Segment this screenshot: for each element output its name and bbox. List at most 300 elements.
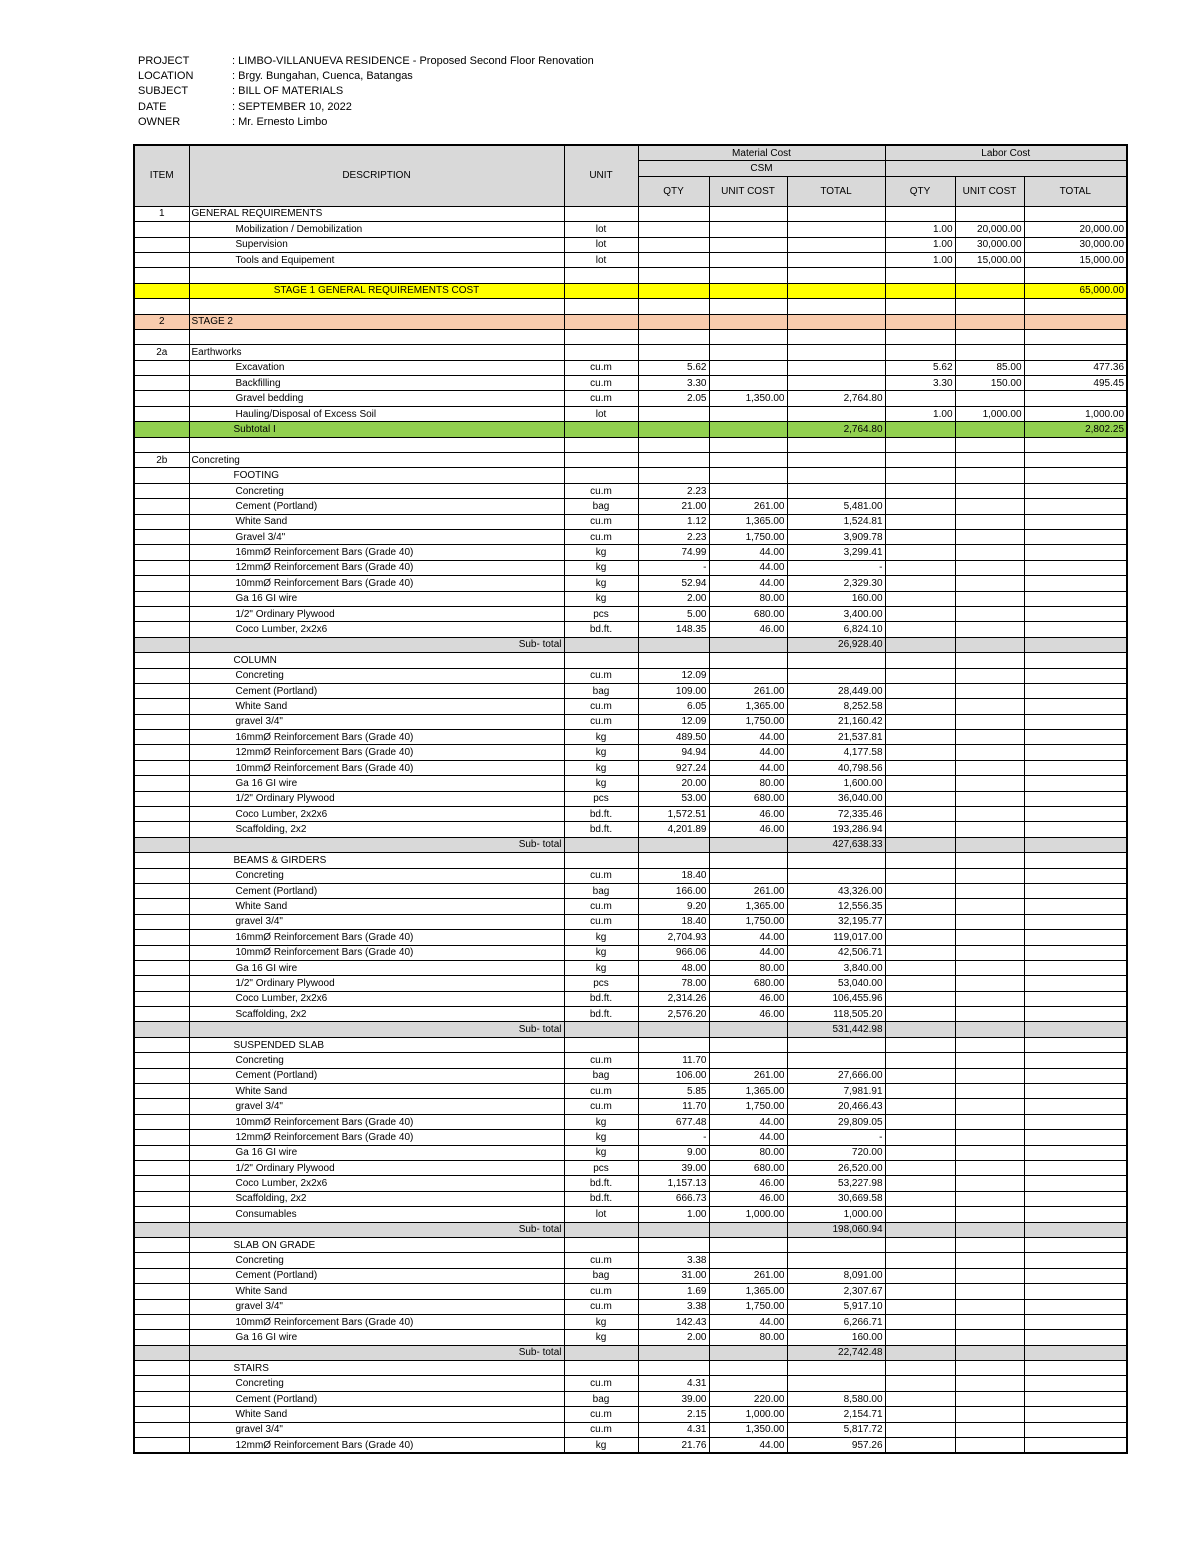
description-cell: Tools and Equipement: [189, 252, 564, 267]
unit-cell: cu.m: [564, 1099, 638, 1114]
material-unit-cost-cell: 80.00: [709, 1330, 787, 1345]
material-unit-cost-cell: [709, 1222, 787, 1237]
material-qty-cell: 166.00: [638, 883, 709, 898]
unit-cell: cu.m: [564, 1376, 638, 1391]
labor-qty-cell: [885, 1438, 955, 1454]
item-cell: [134, 606, 189, 621]
labor-qty-cell: [885, 606, 955, 621]
labor-qty-cell: [885, 683, 955, 698]
material-total-cell: [787, 437, 885, 452]
table-row: [134, 945, 1127, 960]
labor-unit-cost-cell: [955, 1314, 1024, 1329]
table-row: [134, 883, 1127, 898]
description-cell: Supervision: [189, 237, 564, 252]
labor-total-cell: [1024, 853, 1127, 868]
material-unit-cost-cell: [709, 345, 787, 360]
material-unit-cost-cell: [709, 1361, 787, 1376]
labor-unit-cost-cell: [955, 637, 1024, 652]
table-row: [134, 683, 1127, 698]
labor-unit-cost-cell: [955, 314, 1024, 329]
table-row: [134, 1253, 1127, 1268]
unit-cell: [564, 345, 638, 360]
material-total-cell: [787, 345, 885, 360]
material-unit-cost-cell: 44.00: [709, 745, 787, 760]
item-cell: 2a: [134, 345, 189, 360]
material-unit-cost-cell: [709, 360, 787, 375]
labor-total-cell: [1024, 1068, 1127, 1083]
material-total-cell: [787, 483, 885, 498]
table-header: [134, 145, 1127, 206]
item-cell: [134, 268, 189, 283]
description-cell: Sub- total: [189, 1345, 564, 1360]
labor-total-cell: [1024, 1284, 1127, 1299]
labor-total-cell: [1024, 930, 1127, 945]
labor-total-cell: [1024, 883, 1127, 898]
labor-qty-cell: [885, 1053, 955, 1068]
table-row: [134, 837, 1127, 852]
unit-cell: cu.m: [564, 483, 638, 498]
material-total-cell: 957.26: [787, 1438, 885, 1454]
description-cell: 10mmØ Reinforcement Bars (Grade 40): [189, 576, 564, 591]
material-qty-cell: [638, 1361, 709, 1376]
description-cell: Coco Lumber, 2x2x6: [189, 991, 564, 1006]
unit-cell: cu.m: [564, 1253, 638, 1268]
header-label: SUBJECT: [138, 85, 189, 98]
item-cell: [134, 791, 189, 806]
labor-total-cell: [1024, 314, 1127, 329]
labor-total-cell: [1024, 699, 1127, 714]
material-qty-cell: 106.00: [638, 1068, 709, 1083]
labor-qty-cell: [885, 745, 955, 760]
material-total-cell: [787, 376, 885, 391]
unit-cell: kg: [564, 930, 638, 945]
table-row: [134, 637, 1127, 652]
item-cell: [134, 1007, 189, 1022]
material-total-cell: 12,556.35: [787, 899, 885, 914]
labor-qty-cell: [885, 1237, 955, 1252]
description-cell: White Sand: [189, 514, 564, 529]
labor-unit-cost-cell: [955, 1207, 1024, 1222]
labor-total-cell: 495.45: [1024, 376, 1127, 391]
table-row: [134, 807, 1127, 822]
table-row: [134, 1391, 1127, 1406]
material-qty-cell: 74.99: [638, 545, 709, 560]
col-material-qty: QTY: [638, 176, 709, 206]
labor-qty-cell: [885, 1176, 955, 1191]
labor-qty-cell: [885, 345, 955, 360]
table-row: [134, 1376, 1127, 1391]
material-qty-cell: 39.00: [638, 1161, 709, 1176]
unit-cell: cu.m: [564, 360, 638, 375]
labor-total-cell: [1024, 976, 1127, 991]
material-total-cell: 30,669.58: [787, 1191, 885, 1206]
labor-total-cell: [1024, 545, 1127, 560]
labor-total-cell: [1024, 1268, 1127, 1283]
description-cell: SUSPENDED SLAB: [189, 1037, 564, 1052]
table-row: [134, 268, 1127, 283]
material-unit-cost-cell: 1,365.00: [709, 1284, 787, 1299]
header-value: : Brgy. Bungahan, Cuenca, Batangas: [232, 70, 413, 83]
item-cell: [134, 1284, 189, 1299]
labor-unit-cost-cell: [955, 868, 1024, 883]
labor-qty-cell: [885, 1084, 955, 1099]
material-total-cell: 29,809.05: [787, 1114, 885, 1129]
unit-cell: kg: [564, 945, 638, 960]
labor-total-cell: [1024, 1176, 1127, 1191]
description-cell: White Sand: [189, 699, 564, 714]
labor-total-cell: [1024, 1422, 1127, 1437]
labor-qty-cell: [885, 976, 955, 991]
labor-qty-cell: [885, 1037, 955, 1052]
labor-total-cell: [1024, 960, 1127, 975]
material-total-cell: 3,840.00: [787, 960, 885, 975]
labor-unit-cost-cell: [955, 1268, 1024, 1283]
unit-cell: kg: [564, 730, 638, 745]
labor-qty-cell: [885, 514, 955, 529]
item-cell: [134, 1037, 189, 1052]
description-cell: 10mmØ Reinforcement Bars (Grade 40): [189, 945, 564, 960]
table-row: [134, 1084, 1127, 1099]
unit-cell: lot: [564, 222, 638, 237]
labor-qty-cell: [885, 714, 955, 729]
header-value: : Mr. Ernesto Limbo: [232, 115, 328, 128]
material-total-cell: 32,195.77: [787, 914, 885, 929]
description-cell: Concreting: [189, 453, 564, 468]
labor-total-cell: [1024, 1299, 1127, 1314]
material-unit-cost-cell: [709, 252, 787, 267]
unit-cell: [564, 637, 638, 652]
material-qty-cell: 9.20: [638, 899, 709, 914]
labor-qty-cell: [885, 453, 955, 468]
labor-qty-cell: [885, 637, 955, 652]
table-row: [134, 1114, 1127, 1129]
material-unit-cost-cell: 44.00: [709, 945, 787, 960]
labor-qty-cell: 1.00: [885, 222, 955, 237]
item-cell: [134, 637, 189, 652]
material-qty-cell: 31.00: [638, 1268, 709, 1283]
material-unit-cost-cell: 1,350.00: [709, 391, 787, 406]
labor-qty-cell: [885, 483, 955, 498]
unit-cell: cu.m: [564, 868, 638, 883]
labor-unit-cost-cell: [955, 1222, 1024, 1237]
material-qty-cell: 52.94: [638, 576, 709, 591]
labor-qty-cell: [885, 1391, 955, 1406]
item-cell: [134, 960, 189, 975]
labor-qty-cell: [885, 776, 955, 791]
table-row: [134, 222, 1127, 237]
table-row: [134, 437, 1127, 452]
material-total-cell: 43,326.00: [787, 883, 885, 898]
table-row: [134, 283, 1127, 298]
labor-total-cell: [1024, 453, 1127, 468]
col-unit: UNIT: [564, 145, 638, 206]
labor-total-cell: [1024, 914, 1127, 929]
labor-qty-cell: [885, 760, 955, 775]
unit-cell: cu.m: [564, 714, 638, 729]
labor-total-cell: [1024, 868, 1127, 883]
material-unit-cost-cell: [709, 222, 787, 237]
item-cell: [134, 760, 189, 775]
table-row: [134, 1237, 1127, 1252]
labor-unit-cost-cell: [955, 1176, 1024, 1191]
material-unit-cost-cell: 261.00: [709, 499, 787, 514]
labor-unit-cost-cell: [955, 699, 1024, 714]
material-total-cell: 26,520.00: [787, 1161, 885, 1176]
unit-cell: [564, 1037, 638, 1052]
labor-unit-cost-cell: [955, 976, 1024, 991]
labor-total-cell: [1024, 1145, 1127, 1160]
labor-total-cell: [1024, 529, 1127, 544]
material-total-cell: [787, 868, 885, 883]
material-unit-cost-cell: 220.00: [709, 1391, 787, 1406]
item-cell: [134, 1438, 189, 1454]
labor-unit-cost-cell: [955, 807, 1024, 822]
header-row: [138, 69, 594, 84]
labor-unit-cost-cell: [955, 683, 1024, 698]
description-cell: Coco Lumber, 2x2x6: [189, 622, 564, 637]
unit-cell: cu.m: [564, 668, 638, 683]
item-cell: [134, 714, 189, 729]
material-unit-cost-cell: 46.00: [709, 807, 787, 822]
unit-cell: kg: [564, 745, 638, 760]
description-cell: Concreting: [189, 1053, 564, 1068]
material-qty-cell: [638, 422, 709, 437]
labor-qty-cell: [885, 1222, 955, 1237]
table-row: [134, 422, 1127, 437]
item-cell: [134, 1191, 189, 1206]
material-qty-cell: [638, 837, 709, 852]
labor-qty-cell: [885, 1345, 955, 1360]
unit-cell: cu.m: [564, 1053, 638, 1068]
labor-qty-cell: [885, 1407, 955, 1422]
labor-total-cell: [1024, 1099, 1127, 1114]
material-total-cell: 160.00: [787, 591, 885, 606]
labor-total-cell: [1024, 1222, 1127, 1237]
unit-cell: kg: [564, 1314, 638, 1329]
table-row: [134, 714, 1127, 729]
labor-unit-cost-cell: [955, 837, 1024, 852]
labor-unit-cost-cell: [955, 329, 1024, 344]
material-total-cell: 20,466.43: [787, 1099, 885, 1114]
unit-cell: cu.m: [564, 1299, 638, 1314]
material-unit-cost-cell: 44.00: [709, 1114, 787, 1129]
table-row: [134, 976, 1127, 991]
material-total-cell: 2,154.71: [787, 1407, 885, 1422]
unit-cell: [564, 453, 638, 468]
labor-unit-cost-cell: [955, 776, 1024, 791]
material-unit-cost-cell: 261.00: [709, 1268, 787, 1283]
table-row: [134, 360, 1127, 375]
material-unit-cost-cell: [709, 376, 787, 391]
col-labor-unit-cost: UNIT COST: [955, 176, 1024, 206]
material-unit-cost-cell: 1,000.00: [709, 1207, 787, 1222]
material-total-cell: 1,000.00: [787, 1207, 885, 1222]
material-unit-cost-cell: 44.00: [709, 1314, 787, 1329]
labor-qty-cell: 1.00: [885, 237, 955, 252]
labor-qty-cell: [885, 1114, 955, 1129]
labor-total-cell: [1024, 1161, 1127, 1176]
table-row: [134, 791, 1127, 806]
description-cell: Mobilization / Demobilization: [189, 222, 564, 237]
material-unit-cost-cell: [709, 283, 787, 298]
labor-qty-cell: [885, 560, 955, 575]
col-labor-qty: QTY: [885, 176, 955, 206]
labor-total-cell: [1024, 606, 1127, 621]
item-cell: [134, 1130, 189, 1145]
material-qty-cell: 3.38: [638, 1299, 709, 1314]
material-total-cell: 720.00: [787, 1145, 885, 1160]
table-row: [134, 960, 1127, 975]
material-total-cell: 36,040.00: [787, 791, 885, 806]
labor-unit-cost-cell: [955, 745, 1024, 760]
item-cell: [134, 1053, 189, 1068]
labor-qty-cell: [885, 822, 955, 837]
material-total-cell: 3,909.78: [787, 529, 885, 544]
labor-total-cell: [1024, 1053, 1127, 1068]
labor-total-cell: [1024, 1345, 1127, 1360]
material-total-cell: 5,917.10: [787, 1299, 885, 1314]
item-cell: [134, 1422, 189, 1437]
unit-cell: bd.ft.: [564, 1176, 638, 1191]
labor-total-cell: [1024, 1330, 1127, 1345]
material-qty-cell: [638, 437, 709, 452]
material-unit-cost-cell: [709, 329, 787, 344]
table-row: [134, 991, 1127, 1006]
unit-cell: cu.m: [564, 899, 638, 914]
material-total-cell: [787, 1376, 885, 1391]
labor-total-cell: 477.36: [1024, 360, 1127, 375]
col-item: ITEM: [134, 145, 189, 206]
description-cell: 1/2" Ordinary Plywood: [189, 1161, 564, 1176]
item-cell: [134, 683, 189, 698]
unit-cell: lot: [564, 406, 638, 421]
unit-cell: kg: [564, 576, 638, 591]
description-cell: gravel 3/4": [189, 1299, 564, 1314]
item-cell: [134, 299, 189, 314]
labor-total-cell: [1024, 1407, 1127, 1422]
labor-unit-cost-cell: [955, 1330, 1024, 1345]
material-qty-cell: 2.15: [638, 1407, 709, 1422]
table-row: [134, 237, 1127, 252]
description-cell: White Sand: [189, 1407, 564, 1422]
material-qty-cell: 5.85: [638, 1084, 709, 1099]
material-unit-cost-cell: [709, 406, 787, 421]
item-cell: [134, 1314, 189, 1329]
item-cell: [134, 360, 189, 375]
unit-cell: cu.m: [564, 914, 638, 929]
material-total-cell: 2,329.30: [787, 576, 885, 591]
material-qty-cell: 11.70: [638, 1053, 709, 1068]
table-row: [134, 376, 1127, 391]
material-unit-cost-cell: 44.00: [709, 1130, 787, 1145]
material-total-cell: 2,764.80: [787, 422, 885, 437]
item-cell: [134, 868, 189, 883]
labor-qty-cell: [885, 945, 955, 960]
description-cell: Backfilling: [189, 376, 564, 391]
material-unit-cost-cell: 80.00: [709, 1145, 787, 1160]
labor-unit-cost-cell: [955, 1084, 1024, 1099]
labor-qty-cell: [885, 437, 955, 452]
material-unit-cost-cell: 1,365.00: [709, 699, 787, 714]
material-total-cell: 2,764.80: [787, 391, 885, 406]
description-cell: Excavation: [189, 360, 564, 375]
item-cell: [134, 1237, 189, 1252]
labor-qty-cell: [885, 576, 955, 591]
description-cell: Scaffolding, 2x2: [189, 822, 564, 837]
description-cell: Ga 16 GI wire: [189, 776, 564, 791]
material-qty-cell: 94.94: [638, 745, 709, 760]
item-cell: [134, 1022, 189, 1037]
labor-qty-cell: 1.00: [885, 252, 955, 267]
item-cell: [134, 514, 189, 529]
table-row: [134, 1407, 1127, 1422]
labor-total-cell: [1024, 668, 1127, 683]
table-row: [134, 1068, 1127, 1083]
labor-total-cell: [1024, 653, 1127, 668]
labor-qty-cell: [885, 1161, 955, 1176]
labor-unit-cost-cell: [955, 714, 1024, 729]
item-cell: [134, 222, 189, 237]
material-total-cell: 1,524.81: [787, 514, 885, 529]
labor-qty-cell: [885, 1145, 955, 1160]
item-cell: [134, 1376, 189, 1391]
table-row: [134, 776, 1127, 791]
material-total-cell: [787, 668, 885, 683]
header-label: DATE: [138, 100, 167, 113]
description-cell: 12mmØ Reinforcement Bars (Grade 40): [189, 560, 564, 575]
unit-cell: kg: [564, 776, 638, 791]
material-qty-cell: 927.24: [638, 760, 709, 775]
material-unit-cost-cell: [709, 1376, 787, 1391]
item-cell: [134, 1330, 189, 1345]
labor-qty-cell: [885, 883, 955, 898]
material-qty-cell: [638, 637, 709, 652]
labor-total-cell: [1024, 468, 1127, 483]
description-cell: Cement (Portland): [189, 1068, 564, 1083]
header-row: [138, 115, 594, 130]
item-cell: [134, 1407, 189, 1422]
table-row: [134, 1022, 1127, 1037]
labor-qty-cell: [885, 1253, 955, 1268]
table-row: [134, 514, 1127, 529]
material-total-cell: 7,981.91: [787, 1084, 885, 1099]
item-cell: [134, 914, 189, 929]
table-row: [134, 483, 1127, 498]
material-unit-cost-cell: 680.00: [709, 606, 787, 621]
item-cell: [134, 1361, 189, 1376]
labor-total-cell: [1024, 591, 1127, 606]
material-unit-cost-cell: [709, 237, 787, 252]
labor-unit-cost-cell: [955, 1037, 1024, 1052]
labor-unit-cost-cell: [955, 1376, 1024, 1391]
unit-cell: [564, 1022, 638, 1037]
material-qty-cell: [638, 653, 709, 668]
material-unit-cost-cell: 1,750.00: [709, 529, 787, 544]
description-cell: Earthworks: [189, 345, 564, 360]
material-qty-cell: 109.00: [638, 683, 709, 698]
description-cell: Concreting: [189, 483, 564, 498]
labor-unit-cost-cell: [955, 422, 1024, 437]
unit-cell: bag: [564, 683, 638, 698]
material-total-cell: 21,537.81: [787, 730, 885, 745]
unit-cell: [564, 422, 638, 437]
table-row: [134, 1207, 1127, 1222]
material-total-cell: 5,817.72: [787, 1422, 885, 1437]
labor-qty-cell: [885, 299, 955, 314]
item-cell: [134, 730, 189, 745]
labor-total-cell: [1024, 1114, 1127, 1129]
material-total-cell: [787, 222, 885, 237]
